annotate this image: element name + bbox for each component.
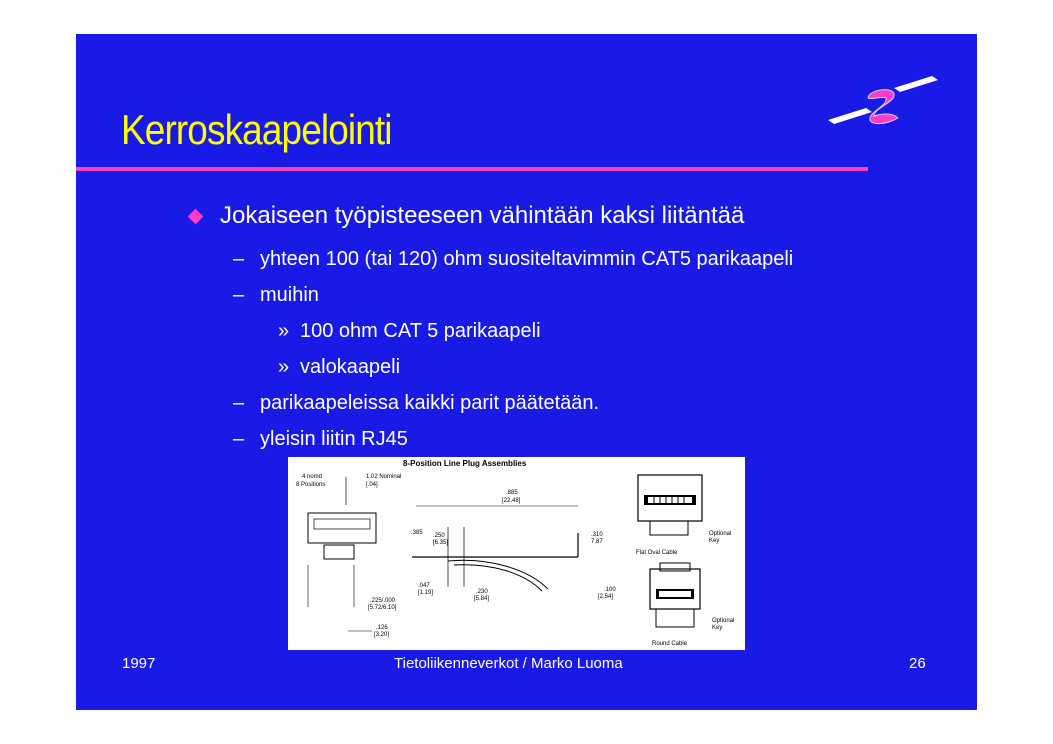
label-100-mm: [2.54] xyxy=(598,594,614,600)
title-underline xyxy=(76,167,868,171)
raquo-glyph: » xyxy=(278,356,290,378)
label-range: .225/.000 xyxy=(370,598,396,604)
label-optional-key-b2: Key xyxy=(712,625,723,631)
label-100: .100 xyxy=(604,587,616,593)
diamond-bullet-icon xyxy=(188,209,204,225)
slide xyxy=(76,34,977,710)
subsub-item-text: valokaapeli xyxy=(300,356,401,378)
label-230-mm: [5.84] xyxy=(474,596,490,602)
label-250-mm: [6.35] xyxy=(433,540,449,546)
figure-title: 8-Position Line Plug Assemblies xyxy=(403,459,527,468)
footer-page-number: 26 xyxy=(909,655,926,672)
label-optional-key-b: Optional xyxy=(712,618,735,624)
label-optional-key2: Key xyxy=(709,538,720,544)
label-126: .126 xyxy=(376,625,388,631)
footer-year: 1997 xyxy=(122,655,156,672)
label-310-mm: 7.87 xyxy=(591,539,603,545)
label-range-mm: [5.72/6.10] xyxy=(368,605,397,611)
slide-title: Kerroskaapelointi xyxy=(121,106,392,153)
sub-item-text: yleisin liitin RJ45 xyxy=(260,428,408,450)
label-230: .230 xyxy=(476,589,488,595)
label-nominal2: [.04] xyxy=(366,482,378,488)
diagram-drawing xyxy=(288,457,745,650)
main-bullet-text: Jokaiseen työpisteeseen vähintään kaksi liitäntää xyxy=(220,202,745,229)
sub-item-text: yhteen 100 (tai 120) ohm suositeltavimmin CAT5 parikaapeli xyxy=(260,248,794,270)
dash-glyph: – xyxy=(233,392,245,414)
label-885-mm: [22.48] xyxy=(502,498,521,504)
subsub-item-text: 100 ohm CAT 5 parikaapeli xyxy=(300,320,541,342)
sub-item-text: muihin xyxy=(260,284,319,306)
footer-author: Tietoliikenneverkot / Marko Luoma xyxy=(394,655,623,672)
label-nominal: 1.02 Nominal xyxy=(366,474,402,480)
raquo-glyph: » xyxy=(278,320,290,342)
rj45-plug-diagram xyxy=(288,457,745,650)
dash-glyph: – xyxy=(233,248,245,270)
sub-item-text: parikaapeleissa kaikki parit päätetään. xyxy=(260,392,600,414)
label-126-mm: [3.20] xyxy=(374,632,390,638)
label-250: .250 xyxy=(433,533,445,539)
label-optional-key: Optional xyxy=(709,531,732,537)
label-contacts: 4 nomd xyxy=(302,474,323,480)
label-310: .310 xyxy=(591,532,603,538)
dash-glyph: – xyxy=(233,284,245,306)
label-047: .047 xyxy=(418,583,430,589)
label-flat-oval: Flat Oval Cable xyxy=(636,550,678,556)
label-contacts2: 8 Positions xyxy=(296,482,326,488)
label-385: .385 xyxy=(411,530,423,536)
label-047-mm: [1.19] xyxy=(418,590,434,596)
label-885: .885 xyxy=(506,490,518,496)
logo-icon xyxy=(828,68,938,128)
label-round-cable: Round Cable xyxy=(652,641,688,647)
dash-glyph: – xyxy=(233,428,245,450)
